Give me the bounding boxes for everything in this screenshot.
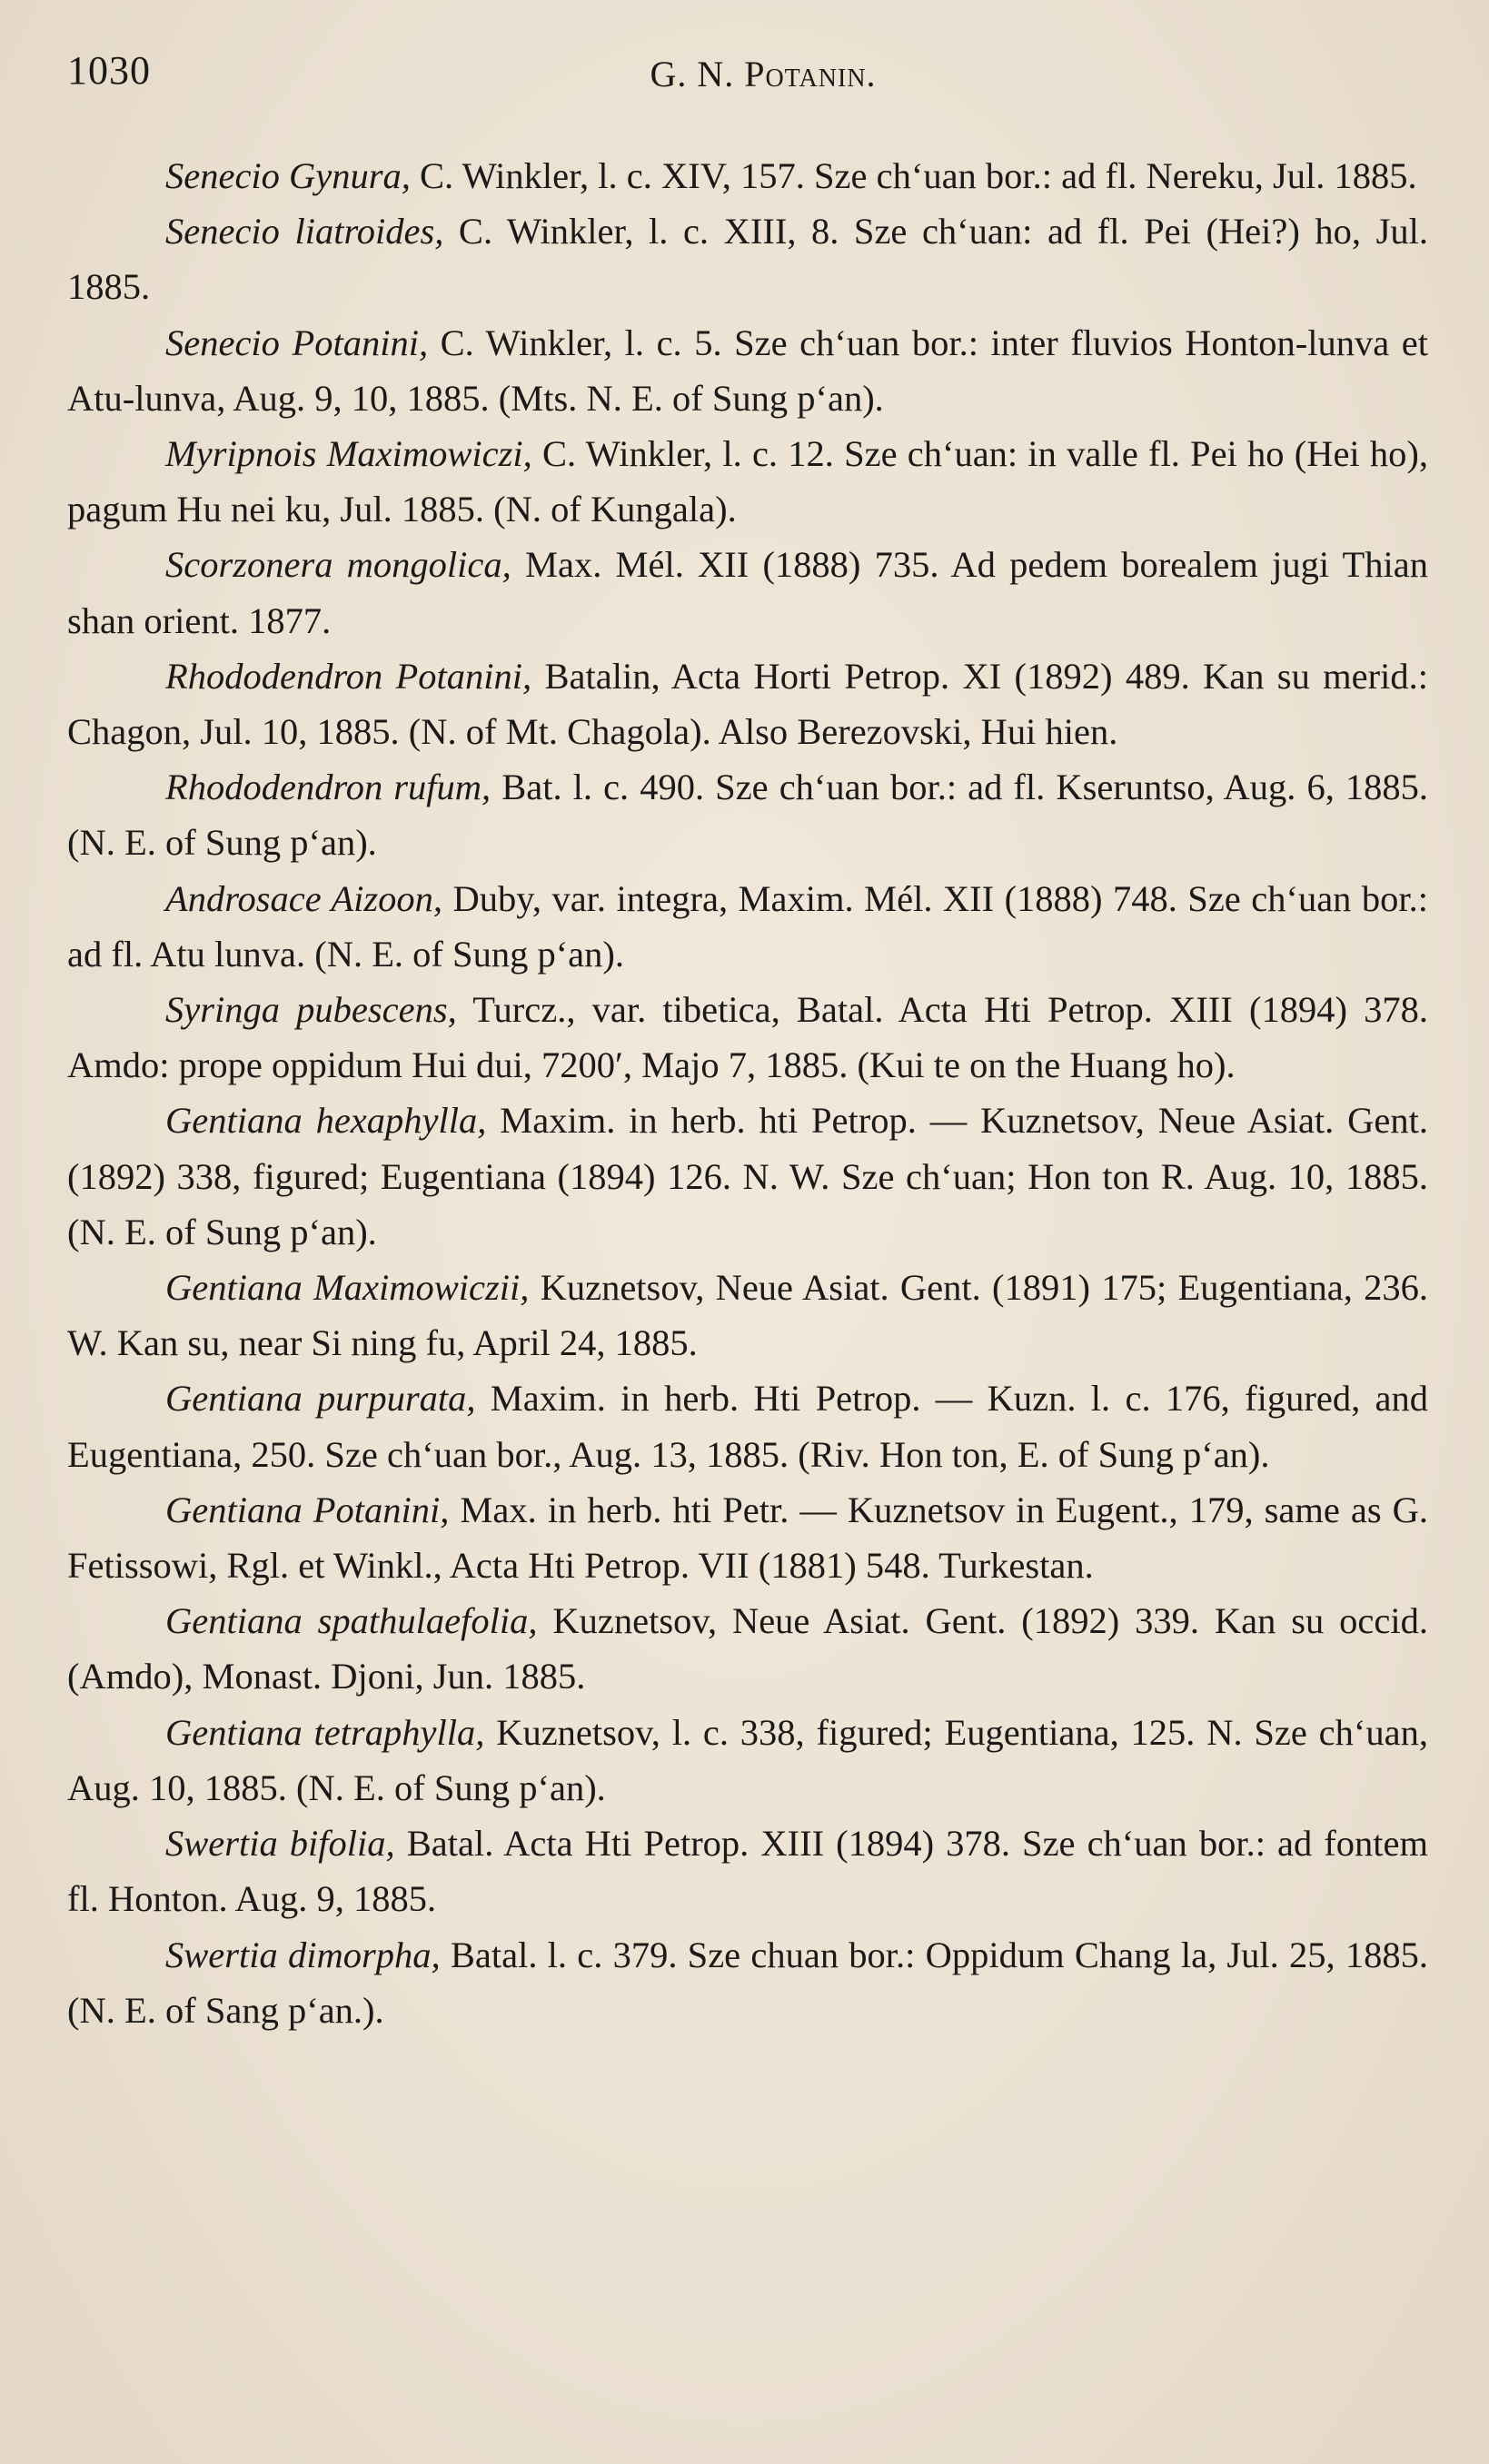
- species-citation: C. Winkler, l. c. XIII, 8. Sze chʻuan: ad fl. Pei (Hei?) ho, Jul. 1885.: [67, 211, 1428, 308]
- species-entry: [67, 1705, 1428, 1816]
- species-citation: Kuznetsov, Neue Asiat. Gent. (1892) 339. Kan su occid. (Amdo), Monast. Djoni, Jun. 1885.: [67, 1600, 1428, 1697]
- species-name: Scorzonera mongolica,: [165, 544, 511, 586]
- species-entry: [67, 1927, 1428, 2038]
- species-entry: [67, 203, 1428, 314]
- species-entry: [67, 1482, 1428, 1593]
- species-entry: [67, 1371, 1428, 1481]
- species-citation: Kuznetsov, Neue Asiat. Gent. (1891) 175; Eugentiana, 236. W. Kan su, near Si ning fu, April 24, 1885.: [67, 1267, 1428, 1364]
- species-name: Myripnois Maximowiczi,: [165, 433, 532, 475]
- species-citation: Max. Mél. XII (1888) 735. Ad pedem borealem jugi Thian shan orient. 1877.: [67, 544, 1429, 641]
- species-citation: Batal. l. c. 379. Sze chuan bor.: Oppidum Chang la, Jul. 25, 1885. (N. E. of Sang pʻan.).: [67, 1934, 1428, 2031]
- species-name: Gentiana purpurata,: [165, 1378, 476, 1420]
- species-name: Gentiana tetraphylla,: [165, 1711, 485, 1753]
- species-entry: [67, 1816, 1428, 1926]
- species-name: Gentiana hexaphylla,: [165, 1100, 487, 1142]
- species-citation: Turcz., var. tibetica, Batal. Acta Hti Petrop. XIII (1894) 378. Amdo: prope oppidum Hui dui, 7200′, Majo 7, 1885. (Kui te on the Huang ho).: [67, 989, 1428, 1086]
- species-entry: [67, 982, 1428, 1093]
- species-entry: [67, 759, 1428, 870]
- species-name: Rhododendron rufum,: [165, 767, 491, 808]
- species-name: Swertia dimorpha,: [165, 1934, 441, 1975]
- species-name: Swertia bifolia,: [165, 1823, 395, 1865]
- species-citation: C. Winkler, l. c. 12. Sze chʻuan: in valle fl. Pei ho (Hei ho), pagum Hu nei ku, Jul. 1885. (N. of Kungala).: [67, 433, 1428, 530]
- species-citation: Maxim. in herb. Hti Petrop. — Kuzn. l. c. 176, figured, and Eugentiana, 250. Sze chʻuan bor., Aug. 13, 1885. (Riv. Hon ton, E. of Sung pʻan).: [67, 1378, 1428, 1475]
- species-entry: [67, 1093, 1428, 1260]
- species-name: Senecio Gynura,: [165, 155, 411, 196]
- species-citation: C. Winkler, l. c. 5. Sze chʻuan bor.: inter fluvios Honton-lunva et Atu-lunva, Aug. 9, 10, 1885. (Mts. N. E. of Sung pʻan).: [67, 322, 1428, 419]
- species-citation: C. Winkler, l. c. XIV, 157. Sze chʻuan bor.: ad fl. Nereku, Jul. 1885.: [410, 155, 1417, 196]
- running-head: [67, 53, 1428, 95]
- species-citation: Max. in herb. hti Petr. — Kuznetsov in Eugent., 179, same as G. Fetissowi, Rgl. et Winkl., Acta Hti Petrop. VII (1881) 548. Turkestan.: [67, 1489, 1428, 1587]
- page-header: [67, 47, 1428, 102]
- species-entry: [67, 315, 1428, 426]
- species-citation: Batal. Acta Hti Petrop. XIII (1894) 378. Sze chʻuan bor.: ad fontem fl. Honton. Aug. 9, 1885.: [67, 1823, 1428, 1920]
- species-name: Syringa pubescens,: [165, 989, 457, 1031]
- species-citation: Maxim. in herb. hti Petrop. — Kuznetsov, Neue Asiat. Gent. (1892) 338, figured; Eugentiana (1894) 126. N. W. Sze chʻuan; Hon ton R. Aug. 10, 1885. (N. E. of Sung pʻan).: [67, 1100, 1428, 1252]
- species-list: [67, 148, 1428, 2038]
- species-citation: Bat. l. c. 490. Sze chʻuan bor.: ad fl. Kseruntso, Aug. 6, 1885. (N. E. of Sung pʻan).: [67, 767, 1428, 864]
- species-citation: Duby, var. integra, Maxim. Mél. XII (1888) 748. Sze chʻuan bor.: ad fl. Atu lunva. (N. E. of Sung pʻan).: [67, 877, 1428, 975]
- page-number: 1030: [67, 48, 151, 93]
- running-head-initials: G. N.: [650, 54, 745, 94]
- species-entry: [67, 1593, 1428, 1704]
- species-entry: [67, 871, 1428, 982]
- species-entry: [67, 537, 1428, 648]
- species-citation: Batalin, Acta Horti Petrop. XI (1892) 489. Kan su merid.: Chagon, Jul. 10, 1885. (N. of Mt. Chagola). Also Berezovski, Hui hien.: [67, 655, 1428, 753]
- species-entry: [67, 148, 1428, 203]
- species-entry: [67, 648, 1428, 759]
- species-name: Gentiana Maximowiczii,: [165, 1267, 530, 1309]
- species-name: Gentiana spathulaefolia,: [165, 1600, 538, 1642]
- species-name: Senecio liatroides,: [165, 211, 444, 252]
- species-name: Senecio Potanini,: [165, 322, 429, 363]
- species-entry: [67, 426, 1428, 537]
- species-entry: [67, 1260, 1428, 1371]
- species-name: Gentiana Potanini,: [165, 1489, 450, 1530]
- species-name: Rhododendron Potanini,: [165, 655, 532, 697]
- species-citation: Kuznetsov, l. c. 338, figured; Eugentiana, 125. N. Sze chʻuan, Aug. 10, 1885. (N. E. of Sung pʻan).: [67, 1711, 1428, 1808]
- running-head-name: Potanin.: [744, 54, 877, 94]
- species-name: Androsace Aizoon,: [165, 877, 443, 919]
